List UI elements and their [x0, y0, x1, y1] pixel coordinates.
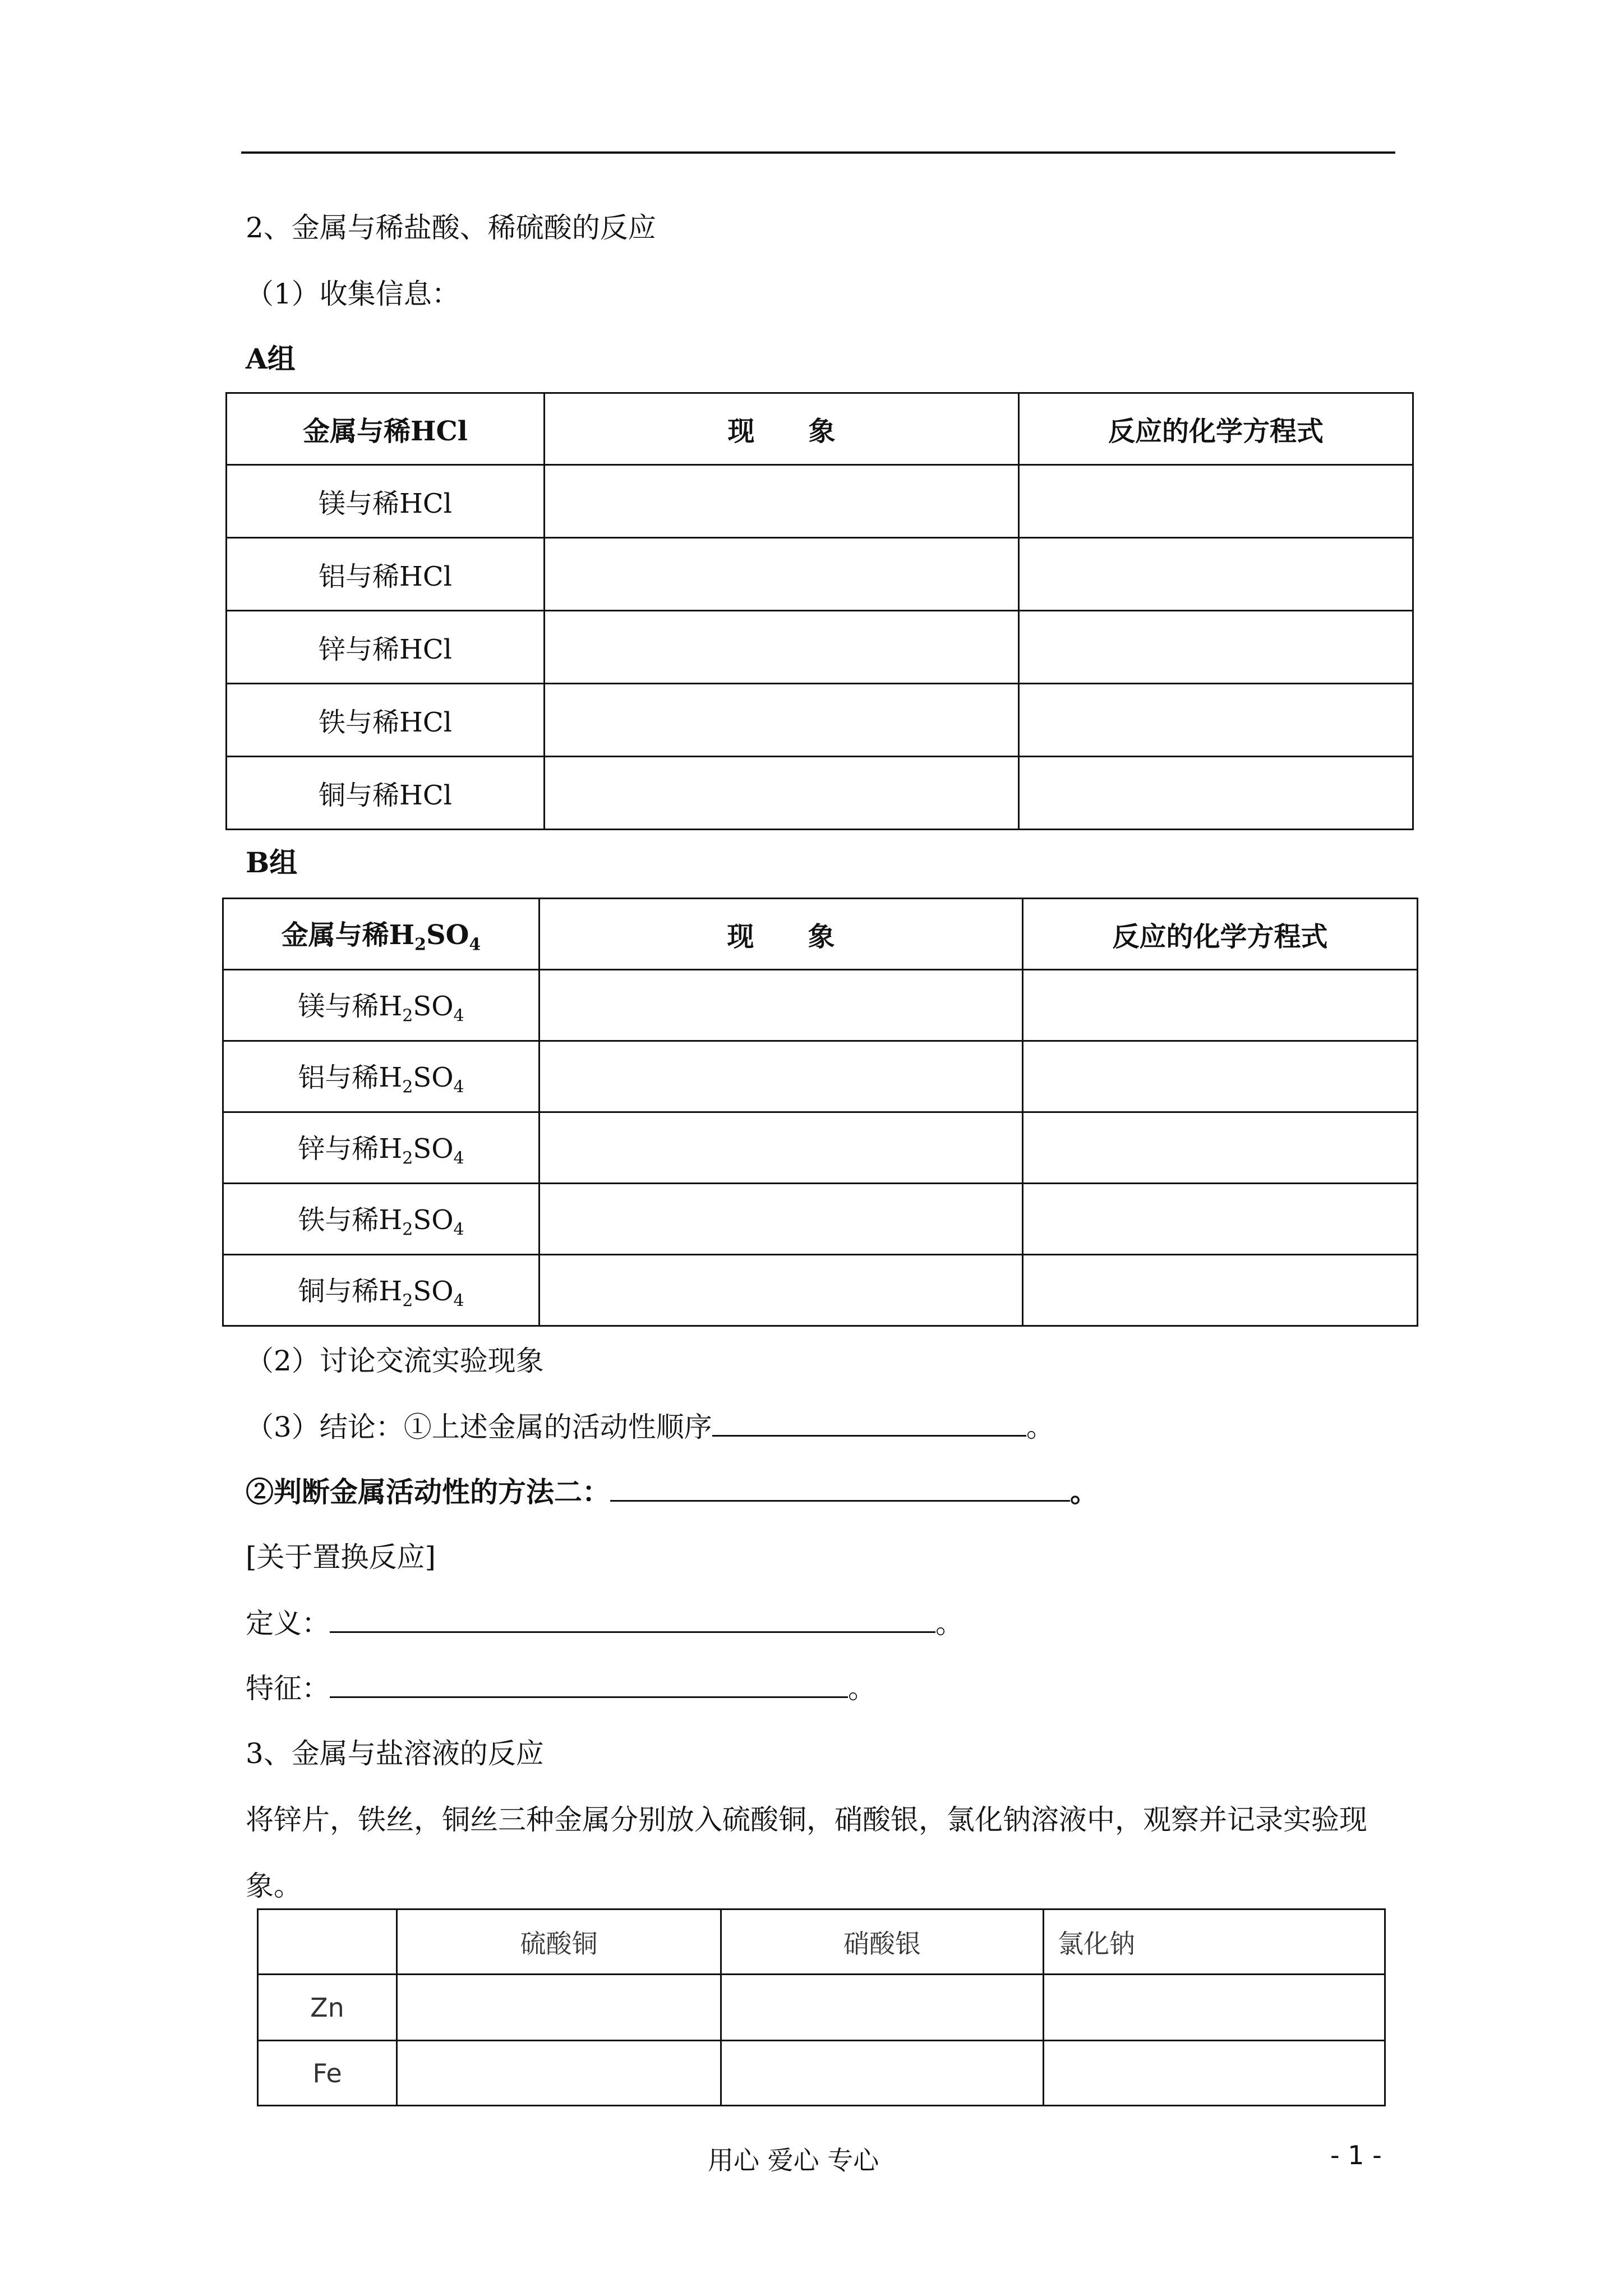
- group-b-table: [222, 898, 1418, 1327]
- row-label: 锌与稀HCl: [227, 611, 545, 684]
- header-cell: [258, 1910, 397, 1975]
- observation-cell[interactable]: [397, 1975, 721, 2041]
- row-label: Fe: [258, 2041, 397, 2106]
- definition-blank[interactable]: [330, 1607, 935, 1633]
- table-header-row: [258, 1910, 1385, 1975]
- equation-cell[interactable]: [1019, 684, 1413, 757]
- group-b-label: B组: [246, 846, 298, 879]
- footer-motto: 用心 爱心 专心: [708, 2145, 879, 2175]
- page-number: - 1 -: [1330, 2140, 1382, 2170]
- phenomenon-cell[interactable]: [540, 1184, 1023, 1255]
- equation-cell[interactable]: [1023, 1255, 1418, 1326]
- header-cell: 现 象: [540, 899, 1023, 970]
- table-row: [258, 1975, 1385, 2041]
- method-two-prefix: ②判断金属活动性的方法二：: [246, 1475, 610, 1508]
- feature-blank[interactable]: [330, 1672, 848, 1698]
- equation-cell[interactable]: [1023, 1112, 1418, 1184]
- row-label: 铝与稀$H_2SO_4$: [223, 1041, 540, 1112]
- observation-cell[interactable]: [1044, 1975, 1385, 2041]
- activity-order-blank[interactable]: [712, 1410, 1026, 1437]
- equation-cell[interactable]: [1019, 757, 1413, 830]
- conclusion-prefix: （3）结论：①上述金属的活动性顺序: [246, 1411, 712, 1443]
- phenomenon-cell[interactable]: [540, 1255, 1023, 1326]
- header-cell: 现 象: [545, 393, 1019, 465]
- equation-cell[interactable]: [1023, 1184, 1418, 1255]
- replacement-heading: [关于置换反应]: [246, 1541, 436, 1573]
- observation-cell[interactable]: [1044, 2041, 1385, 2106]
- phenomenon-cell[interactable]: [545, 538, 1019, 611]
- header-cell: 硫酸铜: [397, 1910, 721, 1975]
- table-row: [223, 1255, 1418, 1326]
- header-cell: 硝酸银: [721, 1910, 1044, 1975]
- feature-end: 。: [848, 1672, 876, 1705]
- header-cell: 反应的化学方程式: [1023, 899, 1418, 970]
- method-two-line: [246, 1475, 1098, 1509]
- equation-cell[interactable]: [1019, 465, 1413, 538]
- feature-label: 特征：: [246, 1672, 330, 1705]
- section-3-instruction-1: 将锌片，铁丝，铜丝三种金属分别放入硫酸铜，硝酸银，氯化钠溶液中，观察并记录实验现: [246, 1803, 1367, 1836]
- phenomenon-cell[interactable]: [545, 684, 1019, 757]
- observation-cell[interactable]: [721, 1975, 1044, 2041]
- table-row: [227, 684, 1413, 757]
- header-cell: 反应的化学方程式: [1019, 393, 1413, 465]
- equation-cell[interactable]: [1019, 611, 1413, 684]
- section-3-title: 3、金属与盐溶液的反应: [246, 1737, 544, 1770]
- header-cell: 氯化钠: [1044, 1910, 1385, 1975]
- observation-cell[interactable]: [721, 2041, 1044, 2106]
- table-row: [227, 611, 1413, 684]
- table-header-row: [223, 899, 1418, 970]
- section-3-instruction-2: 象。: [246, 1870, 302, 1902]
- row-label: 铝与稀HCl: [227, 538, 545, 611]
- row-label: 铁与稀$H_2SO_4$: [223, 1184, 540, 1255]
- table-row: [227, 465, 1413, 538]
- group-a-label: A组: [246, 342, 296, 375]
- phenomenon-cell[interactable]: [545, 611, 1019, 684]
- row-label: Zn: [258, 1975, 397, 2041]
- equation-cell[interactable]: [1023, 970, 1418, 1041]
- discussion-label: （2）讨论交流实验现象: [246, 1345, 544, 1377]
- row-label: 铜与稀$H_2SO_4$: [223, 1255, 540, 1326]
- table-row: [227, 757, 1413, 830]
- table-row: [227, 538, 1413, 611]
- phenomenon-cell[interactable]: [545, 465, 1019, 538]
- equation-cell[interactable]: [1023, 1041, 1418, 1112]
- table-row: [258, 2041, 1385, 2106]
- definition-label: 定义：: [246, 1607, 330, 1640]
- table-row: [223, 1112, 1418, 1184]
- phenomenon-cell[interactable]: [540, 1112, 1023, 1184]
- row-label: 锌与稀$H_2SO_4$: [223, 1112, 540, 1184]
- equation-cell[interactable]: [1019, 538, 1413, 611]
- definition-line: [246, 1607, 963, 1640]
- group-a-table: [225, 392, 1414, 830]
- conclusion-end: 。: [1026, 1411, 1054, 1443]
- header-rule: [241, 151, 1395, 154]
- phenomenon-cell[interactable]: [540, 1041, 1023, 1112]
- table-row: [223, 1184, 1418, 1255]
- table-header-row: [227, 393, 1413, 465]
- section-2-title: 2、金属与稀盐酸、稀硫酸的反应: [246, 211, 656, 244]
- phenomenon-cell[interactable]: [540, 970, 1023, 1041]
- header-cell: 金属与稀HCl: [227, 393, 545, 465]
- feature-line: [246, 1672, 876, 1705]
- table-row: [223, 970, 1418, 1041]
- table-row: [223, 1041, 1418, 1112]
- header-cell: 金属与稀$H_2SO_4$: [223, 899, 540, 970]
- method-two-end: 。: [1070, 1475, 1098, 1508]
- observation-cell[interactable]: [397, 2041, 721, 2106]
- row-label: 镁与稀$H_2SO_4$: [223, 970, 540, 1041]
- phenomenon-cell[interactable]: [545, 757, 1019, 830]
- definition-end: 。: [935, 1607, 963, 1640]
- conclusion-line: [246, 1410, 1054, 1444]
- method-two-blank[interactable]: [610, 1475, 1070, 1502]
- collect-info-label: （1）收集信息：: [246, 278, 460, 310]
- salt-solution-table: [257, 1908, 1386, 2106]
- row-label: 铁与稀HCl: [227, 684, 545, 757]
- row-label: 铜与稀HCl: [227, 757, 545, 830]
- row-label: 镁与稀HCl: [227, 465, 545, 538]
